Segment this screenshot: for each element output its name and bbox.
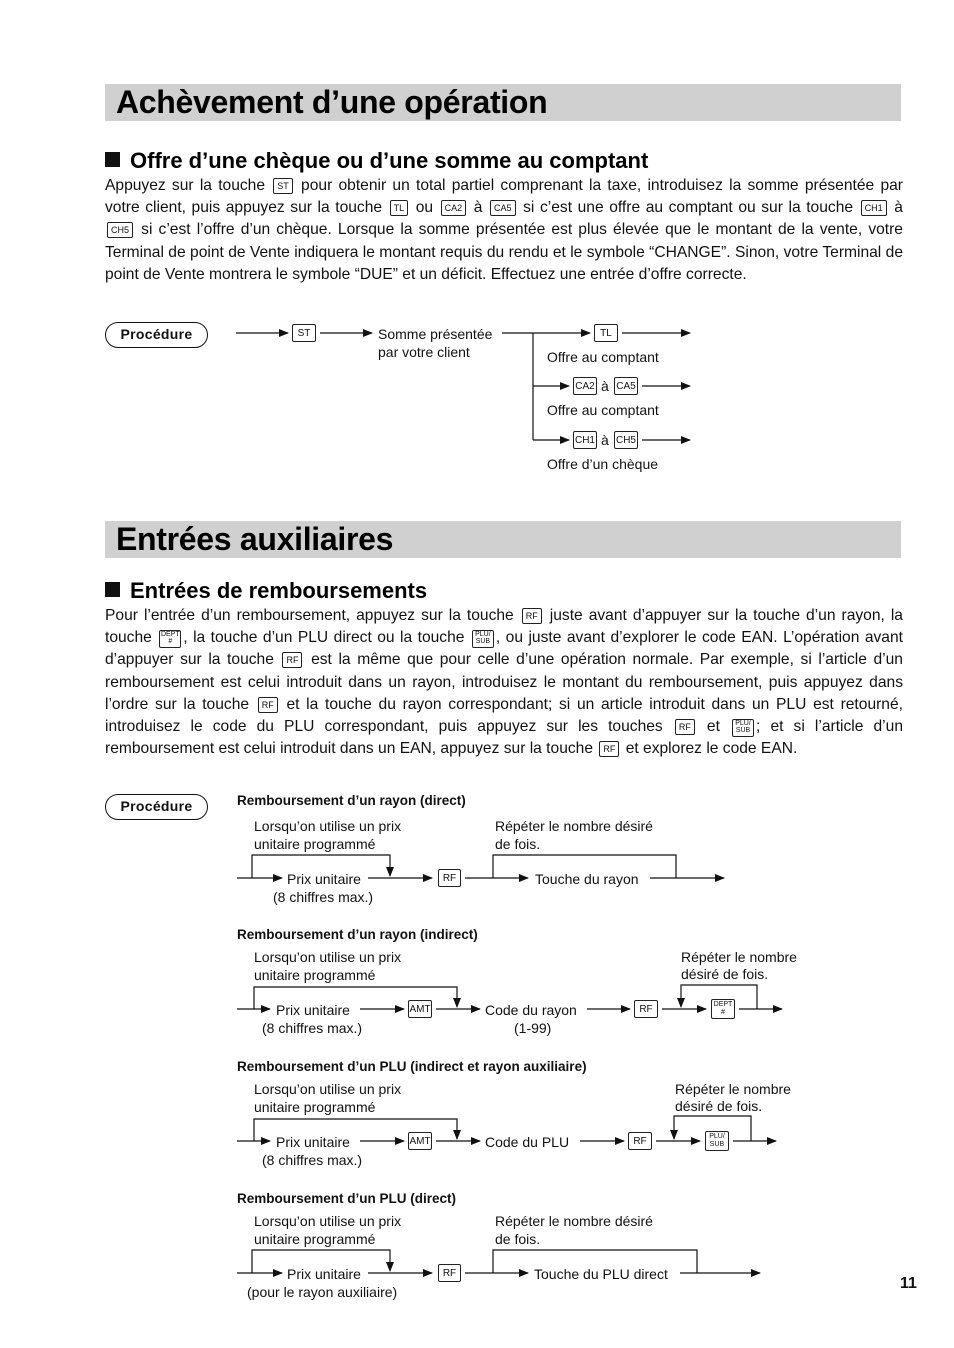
diagram-note: Lorsqu’on utilise un prix — [254, 1213, 402, 1229]
rf-key: RF — [282, 652, 302, 668]
dept-key: DEPT # — [711, 999, 735, 1019]
plu-sub-key: PLU/ SUB — [732, 719, 754, 737]
flow-label: Touche du PLU direct — [534, 1266, 668, 1282]
flow-label: Prix unitaire — [276, 1134, 350, 1150]
subsection-title: Entrées de remboursements — [105, 578, 427, 604]
section-band — [105, 521, 901, 558]
flow-label: Somme présentée — [378, 326, 493, 342]
diagram-note: Lorsqu’on utilise un prix — [254, 949, 402, 965]
rf-key: RF — [438, 1264, 461, 1282]
diagram-note: unitaire programmé — [254, 1099, 376, 1115]
procedure-badge: Procédure — [105, 322, 208, 348]
flow-label: Prix unitaire — [276, 1002, 350, 1018]
plu-sub-key: PLU/ SUB — [705, 1131, 729, 1151]
flow-label: Code du rayon — [485, 1002, 577, 1018]
amt-key: AMT — [408, 1000, 432, 1018]
diagram-note: de fois. — [495, 1231, 541, 1247]
amt-key: AMT — [408, 1132, 432, 1150]
section-title: Entrées auxiliaires — [116, 521, 394, 557]
rf-key: RF — [599, 741, 619, 757]
flow-label: à — [601, 378, 609, 394]
rf-key: RF — [522, 608, 542, 624]
flow-label: Offre au comptant — [547, 349, 659, 365]
flow-label: Code du PLU — [485, 1134, 570, 1150]
subsection-title: Offre d’une chèque ou d’une somme au comptant — [105, 148, 648, 174]
tl-key: TL — [390, 200, 409, 216]
diagram-note: Répéter le nombre désiré — [495, 1213, 653, 1229]
section-title: Achèvement d’une opération — [116, 84, 548, 120]
diagram-title: Remboursement d’un PLU (direct) — [237, 1191, 457, 1206]
rf-key: RF — [628, 1132, 652, 1150]
diagram-note: Lorsqu’on utilise un prix — [254, 818, 402, 834]
diagram-note: Répéter le nombre — [681, 949, 797, 965]
page-number: 11 — [900, 1275, 917, 1292]
tl-key: TL — [594, 324, 618, 342]
flow-label: (1-99) — [514, 1020, 552, 1036]
ca5-key: CA5 — [614, 377, 638, 395]
diagram-title: Remboursement d’un PLU (indirect et rayon auxiliaire) — [237, 1059, 587, 1074]
ch5-key: CH5 — [614, 431, 638, 449]
ch5-key: CH5 — [107, 222, 133, 238]
body-paragraph: Pour l’entrée d’un remboursement, appuyez sur la touche RF juste avant d’appuyer sur la touche d’un rayon, la touche DEPT # , la touche d’un PLU direct ou la touche PLU/ SUB , ou juste avant d’explorer le code EAN. L’opération avant d’appuyer sur la touche RF est la même que pour celle d’une opération normale. Par exemple, si l’article d’un remboursement est celui introduit dans un rayon, introduisez le montant du remboursement, puis appuyez dans l’ordre sur la touche RF et la touche du rayon correspondant; si un article introduit dans un PLU est retourné, introduisez le code du PLU correspondant, puis appuyez sur les touches RF et PLU/ SUB ; et si l’article d’un remboursement est celui introduit dans un EAN, appuyez sur la touche RF et explorez le code EAN. — [105, 607, 903, 758]
st-key: ST — [292, 324, 316, 342]
flow-label: (pour le rayon auxiliaire) — [247, 1284, 398, 1300]
procedure-badge: Procédure — [105, 794, 208, 820]
diagram-note: Répéter le nombre désiré — [495, 818, 653, 834]
dept-key: DEPT # — [159, 630, 181, 648]
diagram-note: unitaire programmé — [254, 967, 376, 983]
ca5-key: CA5 — [490, 200, 516, 216]
flow-label: (8 chiffres max.) — [273, 889, 374, 905]
flow-label: Prix unitaire — [287, 1266, 361, 1282]
st-key: ST — [273, 178, 293, 194]
ch1-key: CH1 — [573, 431, 597, 449]
flow-label: Offre d’un chèque — [547, 456, 659, 472]
ch1-key: CH1 — [861, 200, 887, 216]
diagram-title: Remboursement d’un rayon (direct) — [237, 793, 466, 808]
flow-label: par votre client — [378, 344, 470, 360]
flow-label: Touche du rayon — [535, 871, 639, 887]
rf-key: RF — [634, 1000, 658, 1018]
flow-label: Prix unitaire — [287, 871, 361, 887]
diagram-note: Répéter le nombre — [675, 1081, 791, 1097]
rf-key: RF — [675, 719, 695, 735]
flow-label: (8 chiffres max.) — [262, 1020, 363, 1036]
ca2-key: CA2 — [573, 377, 597, 395]
rf-key: RF — [438, 869, 461, 887]
body-paragraph: Appuyez sur la touche ST pour obtenir un total partiel comprenant la taxe, introduisez la somme présentée par votre client, puis appuyez sur la touche TL ou CA2 à CA5 si c’est une offre au comptant ou sur la touche CH1 à CH5 si c’est l’offre d’un chèque. Lorsque la somme présentée est plus élevée que le montant de la vente, votre Terminal de point de Vente indiquera le montant requis du rendu et le symbole “CHANGE”. Sinon, votre Terminal de point de Vente montrera le symbole “DUE” et un déficit. Effectuez une entrée d’offre correcte. — [105, 177, 903, 283]
rf-key: RF — [258, 697, 278, 713]
diagram-note: désiré de fois. — [681, 966, 769, 982]
diagram-note: désiré de fois. — [675, 1098, 763, 1114]
square-bullet-icon — [105, 582, 120, 597]
diagram-note: unitaire programmé — [254, 1231, 376, 1247]
flow-label: (8 chiffres max.) — [262, 1152, 363, 1168]
flow-label: à — [601, 432, 609, 448]
diagram-note: de fois. — [495, 836, 541, 852]
plu-sub-key: PLU/ SUB — [472, 630, 494, 648]
diagram-note: Lorsqu’on utilise un prix — [254, 1081, 402, 1097]
ca2-key: CA2 — [441, 200, 467, 216]
diagram-title: Remboursement d’un rayon (indirect) — [237, 927, 478, 942]
flow-label: Offre au comptant — [547, 402, 659, 418]
diagram-note: unitaire programmé — [254, 836, 376, 852]
